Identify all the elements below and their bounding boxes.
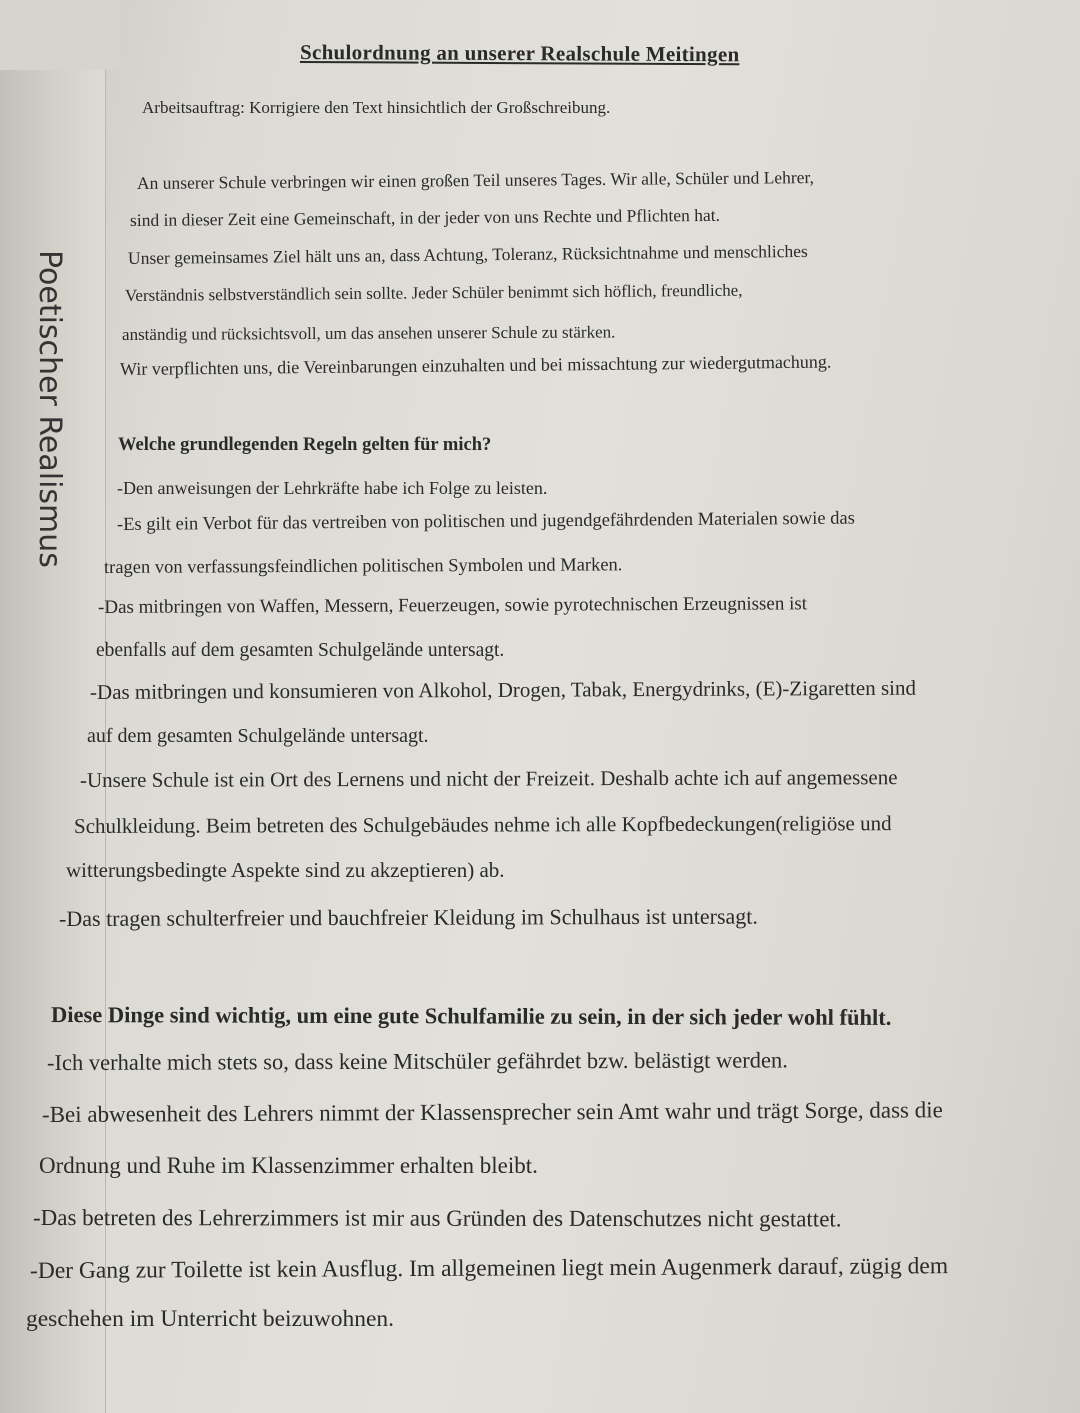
rule-line: tragen von verfassungsfeindlichen politischen Symbolen und Marken. <box>103 555 623 578</box>
rule-line: Schulkleidung. Beim betreten des Schulgebäudes nehme ich alle Kopfbedeckungen(religiöse und <box>73 811 892 838</box>
rule-line: -Das tragen schulterfreier und bauchfreier Kleidung im Schulhaus ist untersagt. <box>58 903 758 931</box>
margin-note-text: Poetischer Realismus <box>32 250 67 568</box>
rule-line: -Unsere Schule ist ein Ort des Lernens und nicht der Freizeit. Deshalb achte ich auf angemessene <box>79 765 898 792</box>
rule-line: ebenfalls auf dem gesamten Schulgelände untersagt. <box>96 640 505 661</box>
rule-line: Ordnung und Ruhe im Klassenzimmer erhalten bleibt. <box>39 1153 538 1178</box>
paper-corner <box>0 0 120 70</box>
rule-line: witterungsbedingte Aspekte sind zu akzeptieren) ab. <box>66 858 505 882</box>
rule-line: -Das mitbringen und konsumieren von Alkohol, Drogen, Tabak, Energydrinks, (E)-Zigaretten sind <box>89 675 916 704</box>
intro-line: Unser gemeinsames Ziel hält uns an, dass Achtung, Toleranz, Rücksichtnahme und menschliches <box>127 240 808 268</box>
intro-line: Verständnis selbstverständlich sein sollte. Jeder Schüler benimmt sich höflich, freundliche, <box>124 280 743 305</box>
section2-heading: Diese Dinge sind wichtig, um eine gute Schulfamilie zu sein, in der sich jeder wohl fühlt. <box>50 1002 892 1030</box>
intro-line: sind in dieser Zeit eine Gemeinschaft, in der jeder von uns Rechte und Pflichten hat. <box>129 204 721 230</box>
page-title: Schulordnung an unserer Realschule Meitingen <box>299 40 740 67</box>
rule-line: -Es gilt ein Verbot für das vertreiben von politischen und jugendgefährdenden Materialen sowie das <box>116 508 855 535</box>
rule-line: geschehen im Unterricht beizuwohnen. <box>26 1306 395 1332</box>
rule-line: -Der Gang zur Toilette ist kein Ausflug. Im allgemeinen liegt mein Augenmerk darauf, zügig dem <box>29 1253 949 1284</box>
intro-line: Wir verpflichten uns, die Vereinbarungen einzuhalten und bei missachtung zur wiedergutmachung. <box>119 351 832 379</box>
handwritten-margin-note <box>10 250 70 670</box>
rule-line: -Das mitbringen von Waffen, Messern, Feuerzeugen, sowie pyrotechnischen Erzeugnissen ist <box>97 593 808 618</box>
task-instruction: Arbeitsauftrag: Korrigiere den Text hinsichtlich der Großschreibung. <box>142 98 611 117</box>
rule-line: -Bei abwesenheit des Lehrers nimmt der Klassensprecher sein Amt wahr und trägt Sorge, dass die <box>41 1097 943 1127</box>
rule-line: -Das betreten des Lehrerzimmers ist mir aus Gründen des Datenschutzes nicht gestattet. <box>32 1205 842 1232</box>
rule-line: -Den anweisungen der Lehrkräfte habe ich Folge zu leisten. <box>117 478 548 498</box>
rule-line: auf dem gesamten Schulgelände untersagt. <box>87 725 429 747</box>
intro-line: anständig und rücksichtsvoll, um das ansehen unserer Schule zu stärken. <box>121 322 616 344</box>
rule-line: -Ich verhalte mich stets so, dass keine Mitschüler gefährdet bzw. belästigt werden. <box>46 1047 788 1075</box>
intro-line: An unserer Schule verbringen wir einen großen Teil unseres Tages. Wir alle, Schüler und Lehrer, <box>136 167 815 193</box>
section1-heading: Welche grundlegenden Regeln gelten für mich? <box>118 435 492 455</box>
